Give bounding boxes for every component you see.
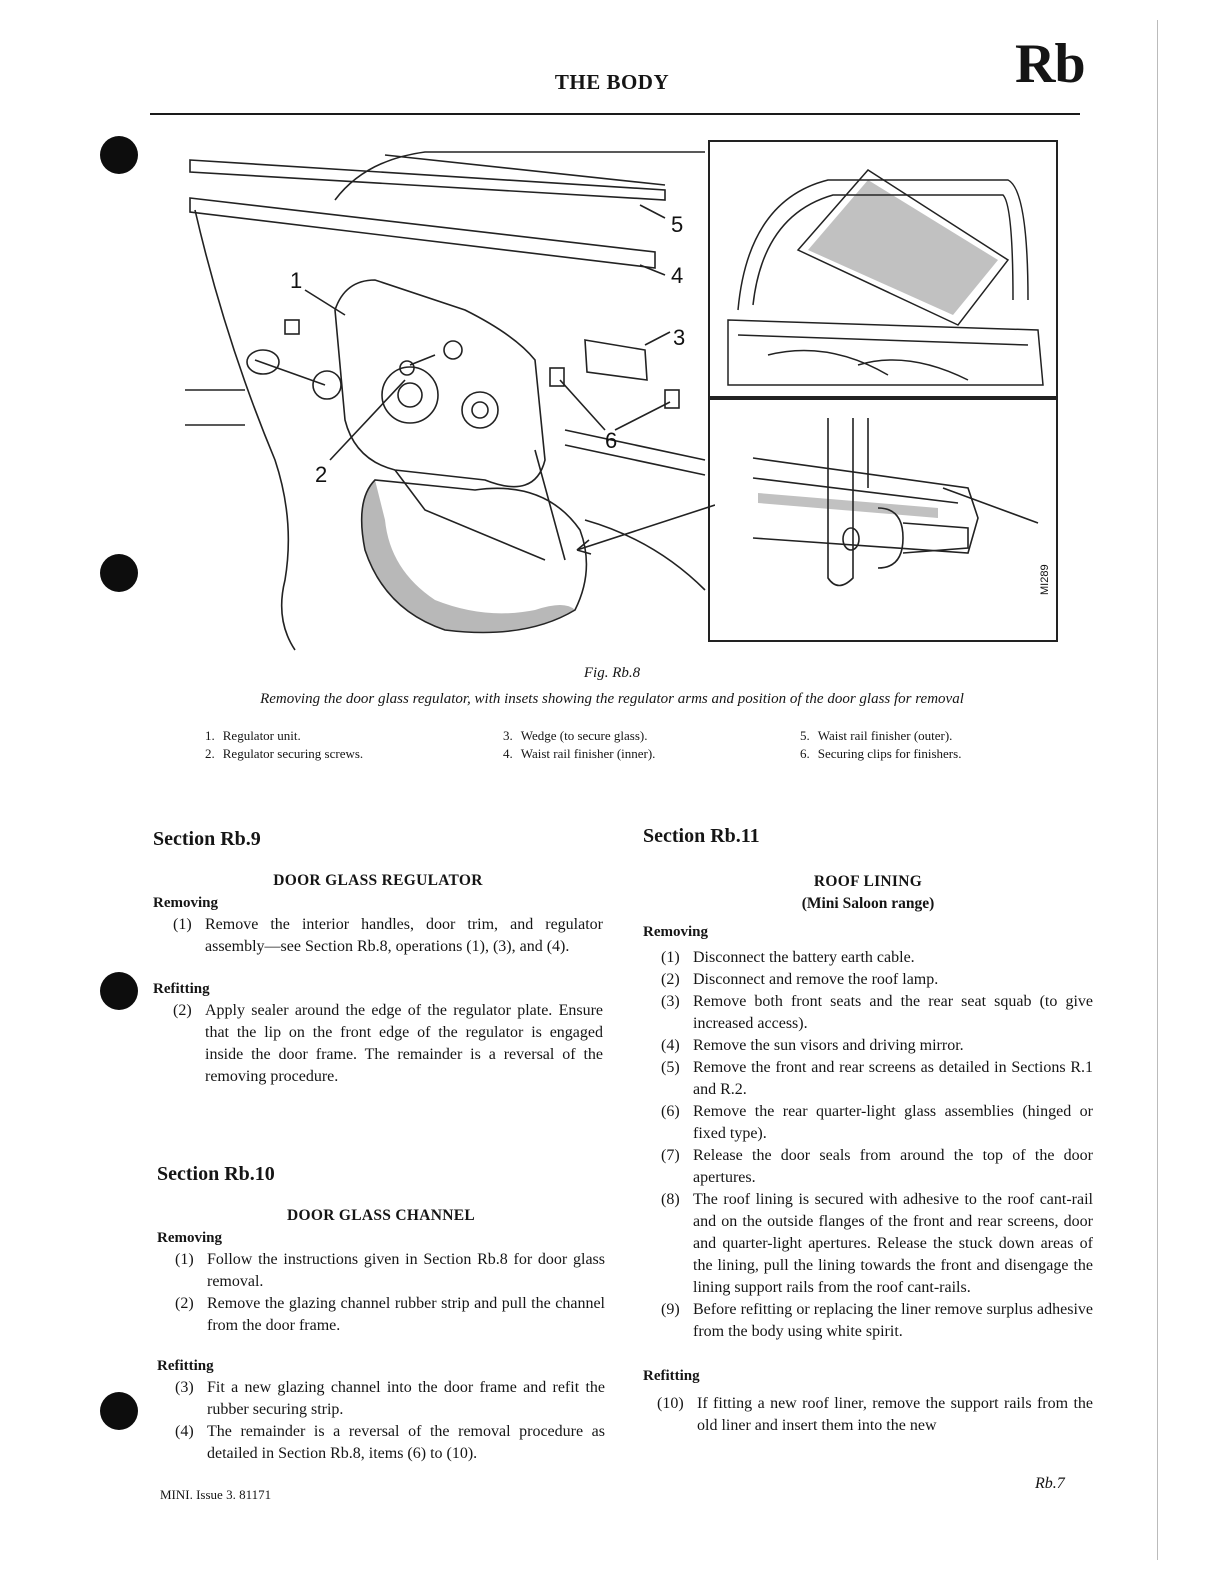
section-heading: DOOR GLASS REGULATOR — [273, 872, 483, 889]
callout-3: 3 — [673, 325, 686, 350]
removing-label: Removing — [643, 924, 708, 940]
removing-label: Removing — [153, 895, 218, 911]
section-title: Section Rb.11 — [643, 825, 760, 847]
callout-6: 6 — [605, 428, 618, 453]
step-item: (3) Fit a new glazing channel into the door frame and refit the rubber securing strip. — [175, 1379, 605, 1418]
figure-main-drawing — [185, 140, 715, 660]
punch-hole-2 — [100, 554, 138, 592]
step-item: (8) The roof lining is secured with adhesive to the roof cant-rail and on the outside flanges of the front and rear screens, door and quarter-light apertures. Release the stuck down areas of the lining, pull the lining towards the front and disengage the lining support rails from the roof cant-rails. — [661, 1191, 1093, 1296]
punch-hole-1 — [100, 136, 138, 174]
legend-item: 5. Waist rail finisher (outer). — [800, 728, 953, 743]
legend-column-1 — [205, 727, 363, 763]
step-item: (7) Release the door seals from around the top of the door apertures. — [661, 1147, 1093, 1186]
step-item: (4) Remove the sun visors and driving mirror. — [661, 1037, 964, 1054]
step-item: (2) Apply sealer around the edge of the regulator plate. Ensure that the lip on the front edge of the regulator is engaged inside the door frame. The remainder is a reversal of the removing procedure. — [173, 1002, 603, 1085]
section-subheading: (Mini Saloon range) — [801, 895, 935, 912]
legend-item: 6. Securing clips for finishers. — [800, 746, 962, 761]
step-item: (9) Before refitting or replacing the liner remove surplus adhesive from the body using white spirit. — [661, 1301, 1093, 1340]
refitting-label: Refitting — [643, 1368, 700, 1384]
legend-item: 4. Waist rail finisher (inner). — [503, 746, 656, 761]
callout-2: 2 — [315, 462, 328, 487]
refitting-label: Refitting — [153, 981, 210, 997]
punch-hole-3 — [100, 972, 138, 1010]
header-rule — [150, 113, 1080, 115]
figure-inset-arm — [708, 398, 1058, 642]
legend-item: 3. Wedge (to secure glass). — [503, 728, 648, 743]
section-heading: ROOF LINING — [813, 873, 923, 890]
legend-item: 1. Regulator unit. — [205, 728, 301, 743]
callout-5: 5 — [671, 212, 684, 237]
step-item: (2) Remove the glazing channel rubber strip and pull the channel from the door frame. — [175, 1295, 605, 1334]
footer-issue: MINI. Issue 3. 81171 — [160, 1487, 272, 1502]
page-title: THE BODY — [554, 70, 670, 94]
section-code: Rb — [1015, 33, 1085, 95]
figure-caption: Fig. Rb.8 — [583, 665, 641, 681]
edge-mark — [1157, 20, 1158, 1560]
section-rb9 — [153, 828, 603, 1088]
removing-label: Removing — [157, 1230, 222, 1246]
punch-hole-4 — [100, 1392, 138, 1430]
step-item: (3) Remove both front seats and the rear seat squab (to give increased access). — [661, 993, 1093, 1032]
step-item: (4) The remainder is a reversal of the removal procedure as detailed in Section Rb.8, items (6) to (10). — [175, 1423, 605, 1462]
section-rb10 — [157, 1163, 605, 1465]
figure-description: Removing the door glass regulator, with insets showing the regulator arms and position of the door glass for removal — [260, 691, 964, 707]
section-heading: DOOR GLASS CHANNEL — [287, 1207, 475, 1224]
legend-item: 2. Regulator securing screws. — [205, 746, 364, 761]
step-item: (5) Remove the front and rear screens as detailed in Sections R.1 and R.2. — [661, 1059, 1093, 1098]
refitting-label: Refitting — [157, 1358, 214, 1374]
callout-4: 4 — [671, 263, 684, 288]
section-rb11 — [643, 825, 1093, 1437]
step-item: (2) Disconnect and remove the roof lamp. — [661, 971, 939, 988]
drawing-code: MI289 — [1039, 564, 1051, 595]
figure-inset-glass — [708, 140, 1058, 398]
section-title: Section Rb.10 — [157, 1163, 275, 1185]
legend-column-3 — [800, 727, 961, 763]
step-item: (6) Remove the rear quarter-light glass assemblies (hinged or fixed type). — [661, 1103, 1093, 1142]
step-item: (10) If fitting a new roof liner, remove the support rails from the old liner and insert them into the new — [657, 1395, 1093, 1434]
page-number: Rb.7 — [1035, 1475, 1065, 1492]
step-item: (1) Remove the interior handles, door trim, and regulator assembly—see Section Rb.8, operations (1), (3), and (4). — [173, 916, 603, 955]
step-item: (1) Follow the instructions given in Section Rb.8 for door glass removal. — [175, 1251, 605, 1290]
legend-column-2 — [503, 727, 655, 763]
step-item: (1) Disconnect the battery earth cable. — [661, 949, 915, 966]
section-title: Section Rb.9 — [153, 828, 261, 850]
callout-1: 1 — [290, 268, 303, 293]
